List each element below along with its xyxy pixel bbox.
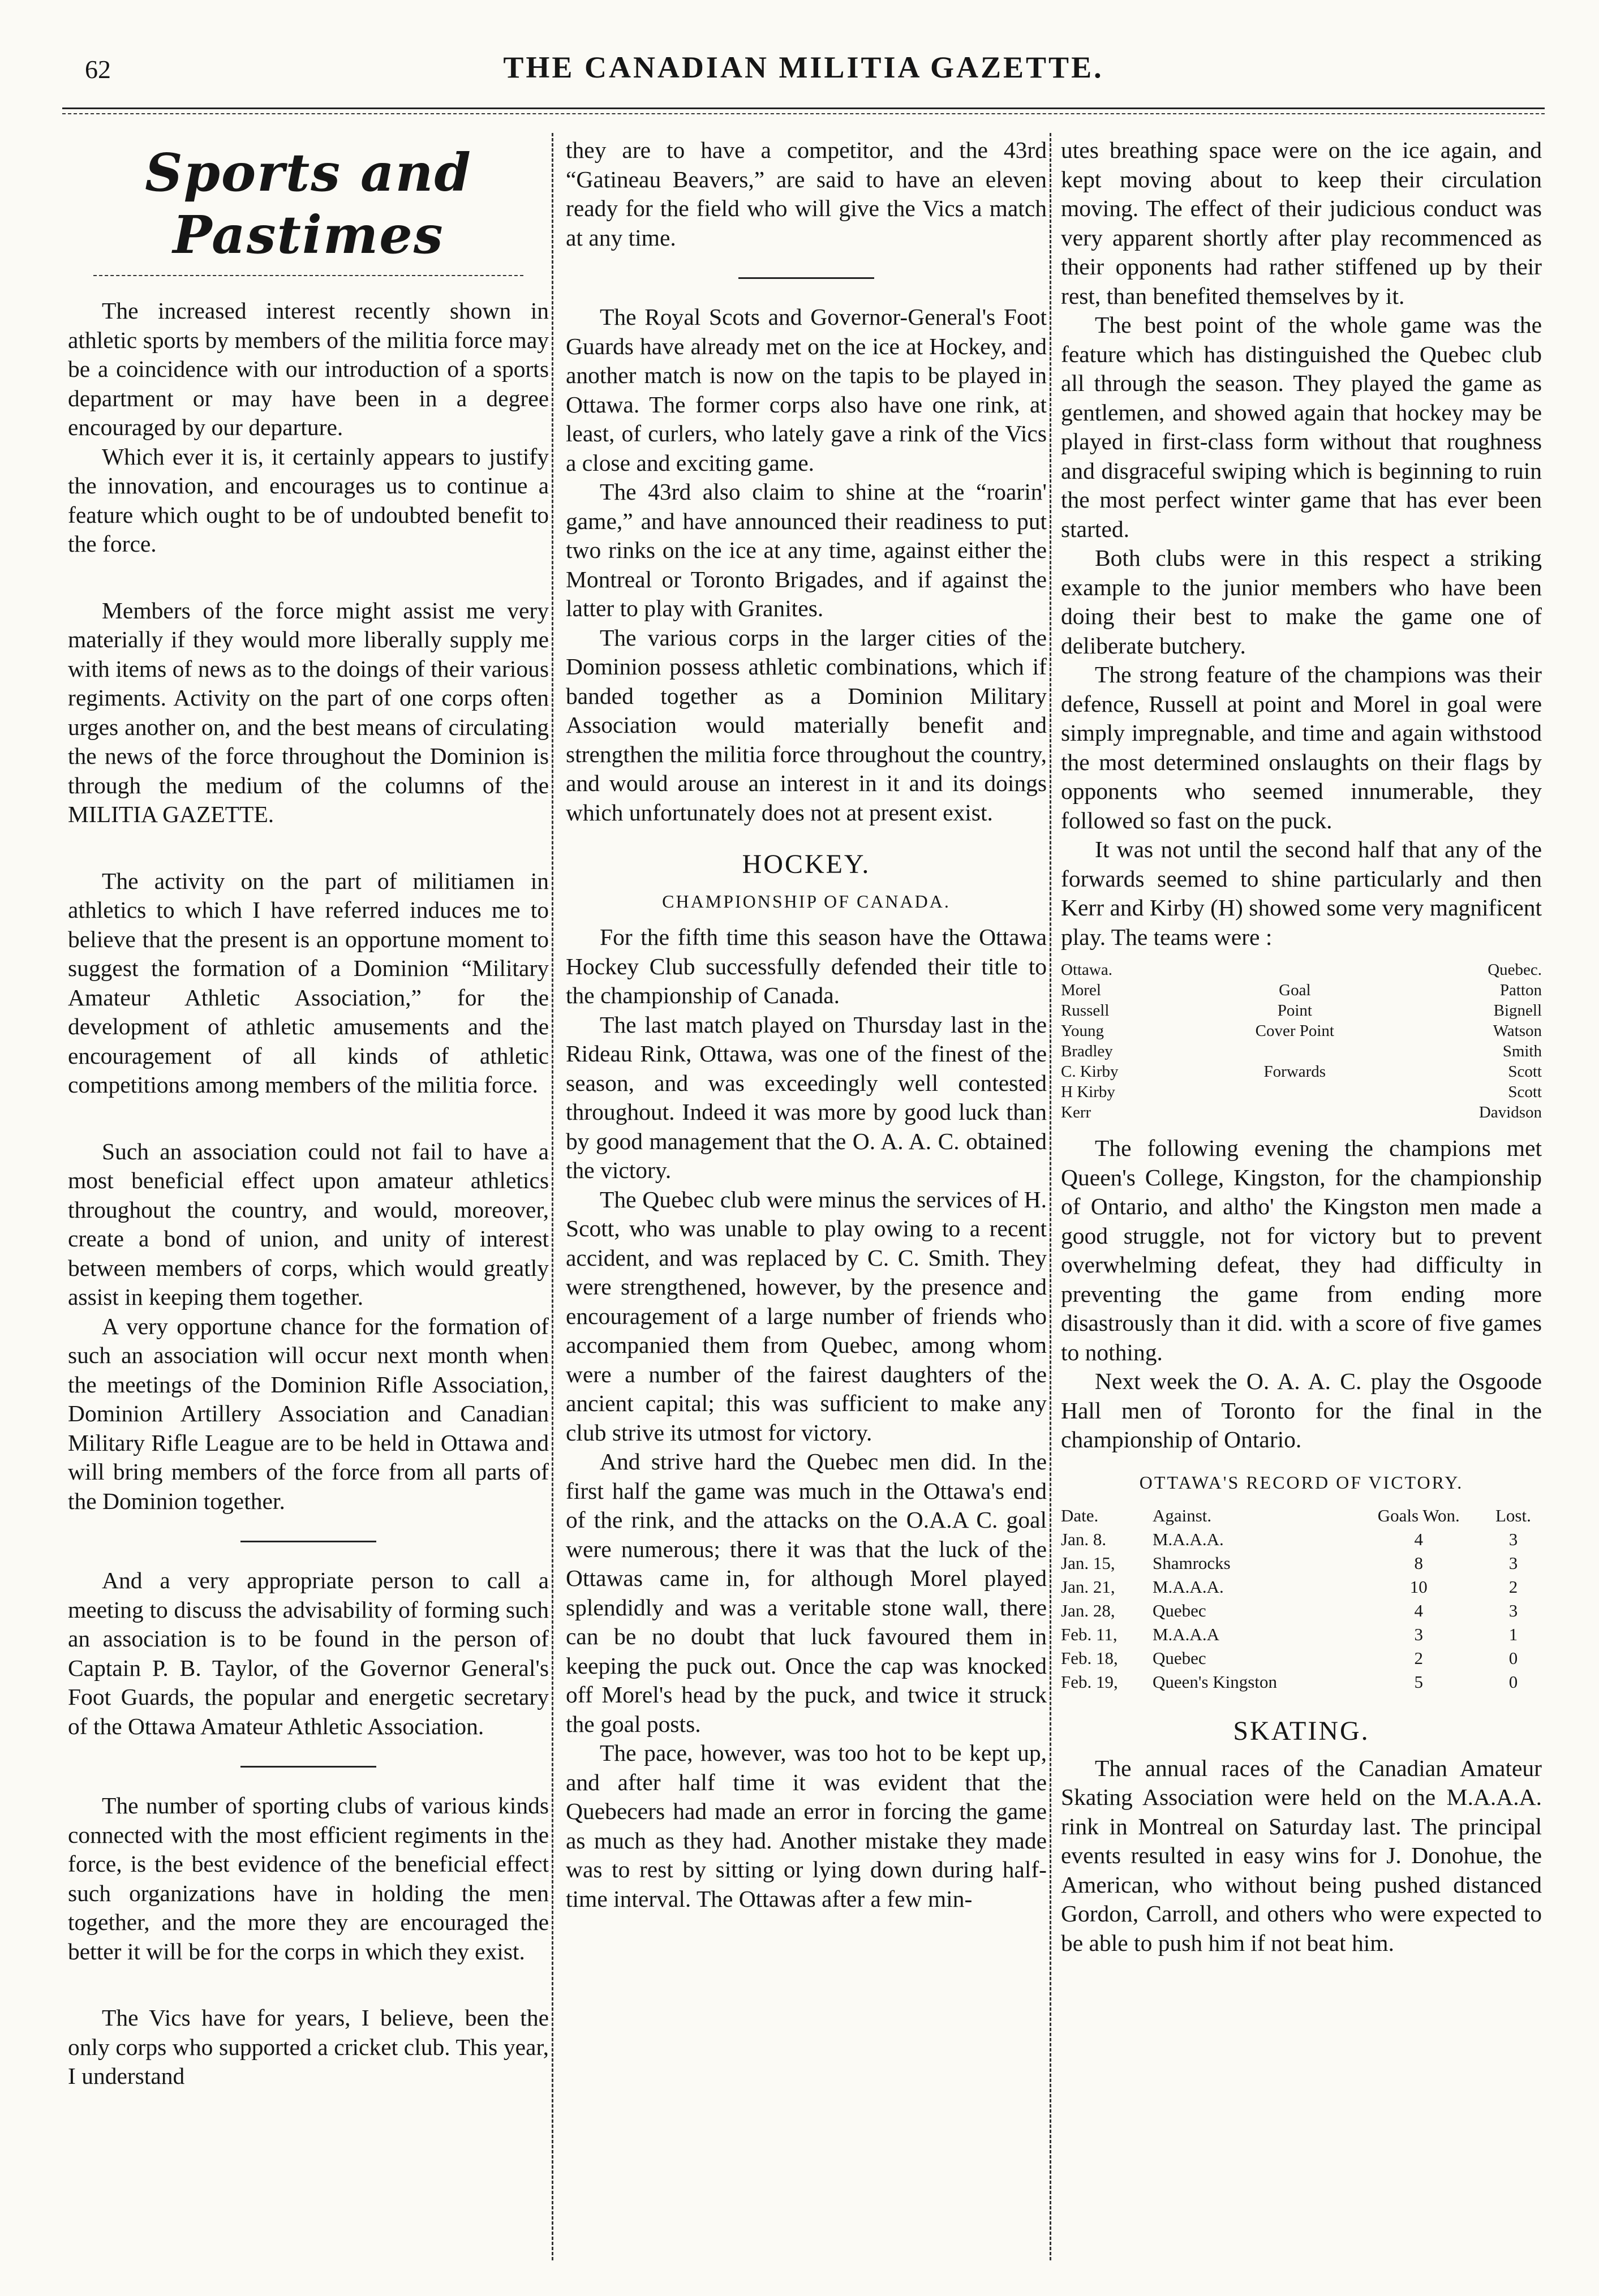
record-row [1061,1646,1542,1670]
record-header: Lost. [1495,1506,1531,1525]
teams-table [1061,960,1542,1123]
record-row [1061,1623,1542,1646]
paragraph: The following evening the champions met Queen's College, Kingston, for the championship of Ontario, and altho' the Kingston men made a good struggle, not for victory but to prevent overwhelming defeat, they had difficulty in preventing the game from ending more disastrously than it did. with a score of five games to nothing. [1061,1135,1542,1365]
record-title: OTTAWA'S RECORD OF VICTORY. [1139,1472,1464,1493]
paragraph: The strong feature of the champions was their defence, Russell at point and Morel in goal were simply impregnable, and time and again withstood the most determined onslaughts on their flags by opponents who seemed innumerable, they followed so fast on the puck. [1061,661,1542,833]
paragraph: It was not until the second half that any of the forwards seemed to shine particularly and then Kerr and Kirby (H) showed some very magnificent play. The teams were : [1061,836,1542,950]
position: Cover Point [1255,1022,1334,1040]
teams-row [1061,1102,1542,1123]
record-header-row [1061,1504,1542,1528]
column-3 [1061,136,1542,1958]
teams-row [1061,1061,1542,1082]
record-date: Jan. 15, [1061,1553,1115,1573]
record-header: Date. [1061,1506,1099,1525]
column-2 [566,136,1047,1914]
team-left-heading: Ottawa. [1061,961,1112,979]
player-right: Scott [1508,1083,1542,1101]
column-1 [68,136,549,2091]
record-row [1061,1551,1542,1575]
player-left: Bradley [1061,1042,1113,1060]
separator [240,1766,376,1768]
paragraph: The activity on the part of militiamen in athletics to which I have referred induces me to believe that the present is an opportune moment to suggest the formation of a Dominion “Military Amateur Athletic Association,” for the development of athletic amusements and the encouragement of all kinds of athletic competitions among members of the militia force. [68,867,549,1098]
paragraph: utes breathing space were on the ice again, and kept moving about to keep their circulation moving. The effect of their judicious conduct was very apparent shortly after play recommenced as their opponents had rather stiffened up by their rest, than benefited themselves by it. [1061,137,1542,309]
teams-row [1061,1082,1542,1102]
teams-header-row [1061,960,1542,980]
player-right: Smith [1502,1042,1542,1060]
record-won: 3 [1414,1624,1424,1644]
record-lost: 3 [1508,1529,1518,1549]
teams-row [1061,1000,1542,1021]
player-right: Bignell [1493,1001,1542,1020]
record-won: 2 [1414,1648,1424,1668]
header-rule-top [62,108,1545,109]
record-won: 4 [1414,1529,1424,1549]
record-row [1061,1575,1542,1599]
player-left: Morel [1061,981,1101,999]
record-opponent: Shamrocks [1152,1553,1231,1573]
paragraph: And a very appropriate person to call a meeting to discuss the advisability of forming such an association is to be found in the person of Captain P. B. Taylor, of the Governor General's Foot Guards, the popular and energetic secretary of the Ottawa Amateur Athletic Association. [68,1567,549,1739]
paragraph: A very opportune chance for the formation of such an association will occur next month when the meetings of the Dominion Rifle Association, Dominion Artillery Association and Canadian Military Rifle League are to be held in Ottawa and will bring members of the force from all parts of the Dominion together. [68,1313,549,1514]
paragraph: The Quebec club were minus the services of H. Scott, who was unable to play owing to a recent accident, and was replaced by C. C. Smith. They were strengthened, however, by the presence and encouragement of a large number of friends who accompanied them from Quebec, among whom were a number of the fairest daughters of the ancient capital; this was sufficient to make any club strive its utmost for victory. [566,1186,1047,1446]
paragraph: The pace, however, was too hot to be kept up, and after half time it was evident that the Quebecers had made an error in forcing the game as much as they had. Another mistake they made was to rest by sitting or lying down during half-time interval. The Ottawas after a few min- [566,1740,1047,1912]
section-title: Sports and Pastimes [145,142,472,265]
paragraph: The last match played on Thursday last in the Rideau Rink, Ottawa, was one of the finest of the season, and was exceedingly well contested throughout. Indeed it was more by good luck than by good management that the O. A. A. C. obtained the victory. [566,1011,1047,1183]
player-right: Scott [1508,1063,1542,1081]
paragraph: The best point of the whole game was the feature which has distinguished the Quebec club all through the season. They played the game as gentlemen, and showed again that hockey may be played in first-class form without that roughness and disgraceful swiping which is beginning to ruin the most perfect winter game that has ever been started. [1061,312,1542,542]
position: Forwards [1263,1063,1326,1081]
paragraph: Members of the force might assist me very materially if they would more liberally supply me with items of news as to the doings of their various regiments. Activity on the part of one corps often urges another on, and the best means of circulating the news of the force throughout the Dominion is through the medium of the columns of the MILITIA GAZETTE. [68,597,549,827]
page-header [62,50,1545,95]
player-left: Russell [1061,1001,1110,1020]
paragraph: For the fifth time this season have the Ottawa Hockey Club successfully defended their title to the championship of Canada. [566,924,1047,1008]
player-left: H Kirby [1061,1083,1115,1101]
column-divider-1 [552,133,553,2260]
record-won: 5 [1414,1672,1424,1692]
paragraph: Next week the O. A. A. C. play the Osgoode Hall men of Toronto for the final in the championship of Ontario. [1061,1368,1542,1452]
skating-heading: SKATING. [1233,1716,1370,1746]
paragraph: The 43rd also claim to shine at the “roarin' game,” and have announced their readiness to put two rinks on the ice at any time, against either the Montreal or Toronto Brigades, and if against the latter to play with Granites. [566,479,1047,621]
paragraph: Both clubs were in this respect a striking example to the junior members who have been doing their best to make the game one of deliberate butchery. [1061,545,1542,659]
record-date: Jan. 8. [1061,1529,1107,1549]
record-date: Feb. 18, [1061,1648,1118,1668]
record-lost: 2 [1508,1577,1518,1597]
paragraph: And strive hard the Quebec men did. In the first half the game was much in the Ottawa's end of the rink, and the attacks on the O.A.A C. goal were numerous; there it was that the luck of the Ottawas came in, for although Morel played splendidly and was a veritable stone wall, there can be no doubt that luck favoured them in keeping the puck out. Once the cap was knocked off Morel's head by the puck, and twice it struck the goal posts. [566,1448,1047,1737]
paragraph: The Royal Scots and Governor-General's Foot Guards have already met on the ice at Hockey, and another match is now on the tapis to be played in Ottawa. The former corps also have one rink, at least, of curlers, who lately gave a rink of the Vics a close and exciting game. [566,304,1047,476]
header-rule-bottom [62,113,1545,114]
player-right: Davidson [1478,1103,1542,1121]
team-right-heading: Quebec. [1488,961,1542,979]
separator [240,1541,376,1542]
record-opponent: Quebec [1152,1648,1206,1668]
paragraph: The Vics have for years, I believe, been the only corps who supported a cricket club. This year, I understand [68,2005,549,2089]
record-header: Goals Won. [1377,1506,1460,1525]
record-lost: 0 [1508,1648,1518,1668]
player-right: Watson [1493,1022,1542,1040]
record-row [1061,1670,1542,1694]
page-number: 62 [85,55,111,84]
column-divider-2 [1050,133,1051,2260]
record-lost: 3 [1508,1601,1518,1620]
record-row [1061,1528,1542,1551]
paragraph: The number of sporting clubs of various kinds connected with the most efficient regiments in the force, is the best evidence of the beneficial effect such organizations have in holding the men together, and the more they are encouraged the better it will be for the corps in which they exist. [68,1792,549,1964]
position: Point [1277,1001,1312,1020]
record-date: Feb. 11, [1061,1624,1117,1644]
record-table [1061,1504,1542,1694]
paragraph: The increased interest recently shown in athletic sports by members of the militia force may be a coincidence with our introduction of a sports department or may have been in a degree encouraged by our departure. [68,298,549,440]
record-opponent: Queen's Kingston [1152,1672,1277,1692]
record-lost: 1 [1508,1624,1518,1644]
teams-row [1061,1021,1542,1041]
teams-row [1061,980,1542,1000]
record-date: Feb. 19, [1061,1672,1118,1692]
position: Goal [1279,981,1311,999]
paragraph: The annual races of the Canadian Amateur Skating Association were held on the M.A.A.A. rink in Montreal on Saturday last. The principal events resulted in easy wins for J. Donohue, the American, who without being pushed distanced Gordon, Carroll, and others who were expected to be able to push him if not beat him. [1061,1755,1542,1956]
paragraph: The various corps in the larger cities of the Dominion possess athletic combinations, which if banded together as a Dominion Military Association would materially benefit and strengthen the militia force throughout the country, and would arouse an interest in it and its doings which unfortunately does not at present exist. [566,624,1047,825]
record-won: 10 [1409,1577,1428,1597]
record-lost: 3 [1508,1553,1518,1573]
record-lost: 0 [1508,1672,1518,1692]
hockey-subheading: CHAMPIONSHIP OF CANADA. [662,891,951,911]
masthead: THE CANADIAN MILITIA GAZETTE. [503,50,1104,84]
record-opponent: M.A.A.A. [1152,1529,1224,1549]
player-right: Patton [1499,981,1542,999]
record-opponent: Quebec [1152,1601,1206,1620]
record-date: Jan. 21, [1061,1577,1115,1597]
record-won: 8 [1414,1553,1424,1573]
title-rule [93,275,523,276]
separator [738,277,874,279]
player-left: Young [1061,1022,1104,1040]
paragraph: they are to have a competitor, and the 43rd “Gatineau Beavers,” are said to have an eleven ready for the field who will give the Vics a match at any time. [566,137,1047,251]
paragraph: Such an association could not fail to have a most beneficial effect upon amateur athletics throughout the country, and would, moreover, create a bond of union, and unity of interest between members of corps, which would greatly assist in keeping them together. [68,1138,549,1310]
paragraph: Which ever it is, it certainly appears to justify the innovation, and encourages us to continue a feature which ought to be of undoubted benefit to the force. [68,443,549,557]
record-row [1061,1599,1542,1623]
hockey-heading: HOCKEY. [742,849,871,879]
player-left: C. Kirby [1061,1063,1119,1081]
record-opponent: M.A.A.A [1152,1624,1219,1644]
record-won: 4 [1414,1601,1424,1620]
player-left: Kerr [1061,1103,1091,1121]
record-opponent: M.A.A.A. [1152,1577,1224,1597]
teams-row [1061,1041,1542,1061]
record-header: Against. [1152,1506,1212,1525]
record-date: Jan. 28, [1061,1601,1115,1620]
